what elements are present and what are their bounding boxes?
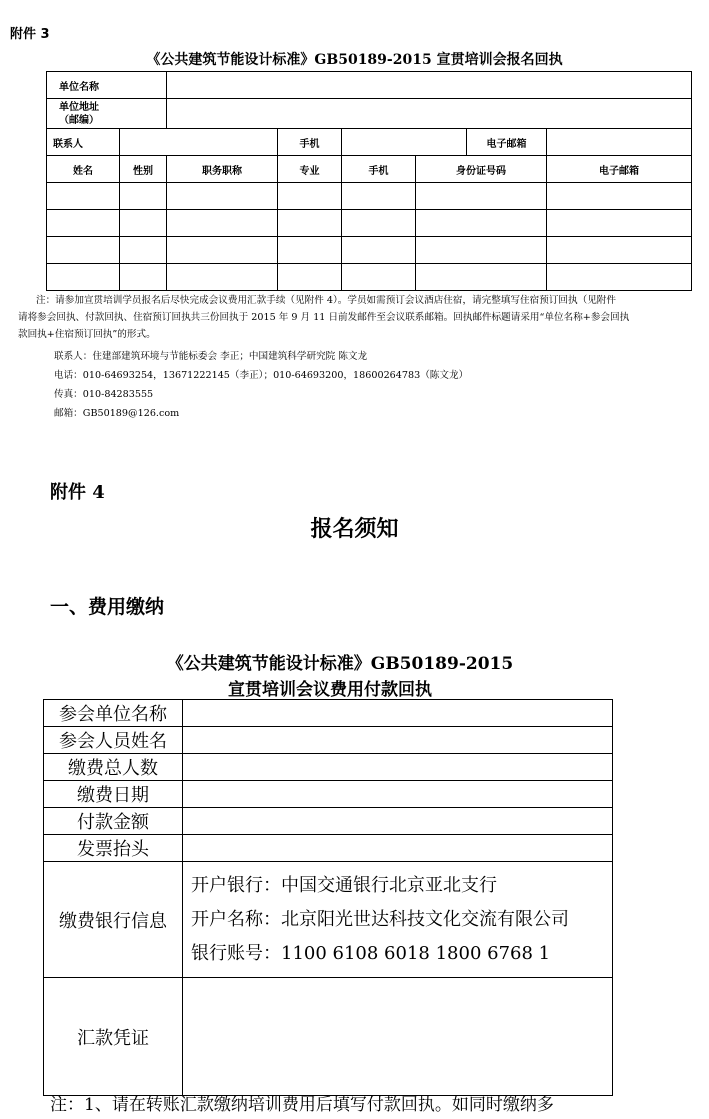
column-header-major: 专业 xyxy=(278,156,342,183)
cell-name[interactable] xyxy=(47,183,120,210)
invoice-title-label: 发票抬头 xyxy=(44,835,183,862)
unit-address-field[interactable] xyxy=(167,99,692,129)
note-line: 款回执+住宿预订回执”的形式。 xyxy=(18,329,156,340)
cell-id-number[interactable] xyxy=(416,237,547,264)
contact-phone: 电话：010-64693254，13671222145（李正）；010-64693200，18600264783（陈文龙） xyxy=(54,370,469,381)
cell-major[interactable] xyxy=(278,264,342,291)
registration-table xyxy=(46,71,692,291)
column-header-position: 职务职称 xyxy=(167,156,278,183)
payment-table xyxy=(43,699,613,1096)
note-line: 请将参会回执、付款回执、住宿预订回执共三份回执于 2015 年 9 月 11 日前发邮件至会议联系邮箱。回执邮件标题请采用“单位名称+参会回执 xyxy=(18,312,630,323)
mobile-label: 手机 xyxy=(278,129,342,156)
cell-email[interactable] xyxy=(547,210,692,237)
note-line: 注：请参加宣贯培训学员报名后尽快完成会议费用汇款手续（见附件 4）。学员如需预订会议酒店住宿，请完整填写住宿预订回执（见附件 xyxy=(36,295,616,306)
table-row xyxy=(47,237,692,264)
bank-name: 开户银行：中国交通银行北京亚北支行 xyxy=(191,874,497,896)
cell-email[interactable] xyxy=(547,264,692,291)
payment-amount-label: 付款金额 xyxy=(44,808,183,835)
account-name: 开户名称：北京阳光世达科技文化交流有限公司 xyxy=(191,908,569,930)
cell-major[interactable] xyxy=(278,210,342,237)
email-label: 电子邮箱 xyxy=(467,129,547,156)
table-row xyxy=(47,264,692,291)
payment-form-title-line1: 《公共建筑节能设计标准》GB50189-2015 xyxy=(166,654,514,674)
contact-info xyxy=(54,347,468,423)
invoice-title-field[interactable] xyxy=(183,835,613,862)
attachment-3-label: 附件 3 xyxy=(10,27,50,42)
cell-mobile[interactable] xyxy=(342,210,416,237)
section-title-fee-payment: 一、费用缴纳 xyxy=(50,596,165,618)
bank-info-label: 缴费银行信息 xyxy=(44,862,183,978)
table-row xyxy=(47,183,692,210)
cell-email[interactable] xyxy=(547,183,692,210)
cell-major[interactable] xyxy=(278,183,342,210)
cell-email[interactable] xyxy=(547,237,692,264)
cell-gender[interactable] xyxy=(120,210,167,237)
registration-form-title: 《公共建筑节能设计标准》GB50189-2015 宣贯培训会报名回执 xyxy=(146,52,563,68)
cell-name[interactable] xyxy=(47,264,120,291)
payment-date-field[interactable] xyxy=(183,781,613,808)
unit-name-label: 单位名称 xyxy=(47,72,167,99)
payment-form-title-line2: 宣贯培训会议费用付款回执 xyxy=(228,680,432,700)
contact-field[interactable] xyxy=(120,129,278,156)
contact-email: 邮箱：GB50189@126.com xyxy=(54,408,180,419)
remittance-proof-field[interactable] xyxy=(183,978,613,1096)
attachment-4-label: 附件 4 xyxy=(50,482,105,503)
remittance-proof-label: 汇款凭证 xyxy=(44,978,183,1096)
cell-gender[interactable] xyxy=(120,264,167,291)
payment-note: 注：1、请在转账汇款缴纳培训费用后填写付款回执。如同时缴纳多 xyxy=(50,1095,554,1115)
cell-name[interactable] xyxy=(47,210,120,237)
column-header-gender: 性别 xyxy=(120,156,167,183)
cell-position[interactable] xyxy=(167,237,278,264)
cell-id-number[interactable] xyxy=(416,264,547,291)
participant-unit-field[interactable] xyxy=(183,700,613,727)
cell-position[interactable] xyxy=(167,264,278,291)
total-participants-label: 缴费总人数 xyxy=(44,754,183,781)
cell-mobile[interactable] xyxy=(342,237,416,264)
unit-name-field[interactable] xyxy=(167,72,692,99)
participant-names-field[interactable] xyxy=(183,727,613,754)
account-number: 银行账号：1100 6108 6018 1800 6768 1 xyxy=(191,942,551,964)
cell-mobile[interactable] xyxy=(342,264,416,291)
unit-address-label-line1: 单位地址 xyxy=(59,101,99,113)
notice-title: 报名须知 xyxy=(310,516,399,542)
mobile-field[interactable] xyxy=(342,129,467,156)
registration-notes xyxy=(18,292,709,343)
column-header-mobile: 手机 xyxy=(342,156,416,183)
total-participants-field[interactable] xyxy=(183,754,613,781)
cell-position[interactable] xyxy=(167,183,278,210)
cell-gender[interactable] xyxy=(120,237,167,264)
unit-address-label xyxy=(47,99,167,129)
table-row xyxy=(47,210,692,237)
contact-persons: 联系人：住建部建筑环境与节能标委会 李正；中国建筑科学研究院 陈文龙 xyxy=(54,351,368,362)
cell-gender[interactable] xyxy=(120,183,167,210)
cell-major[interactable] xyxy=(278,237,342,264)
cell-position[interactable] xyxy=(167,210,278,237)
participant-unit-label: 参会单位名称 xyxy=(44,700,183,727)
contact-label: 联系人 xyxy=(47,129,120,156)
cell-id-number[interactable] xyxy=(416,183,547,210)
cell-id-number[interactable] xyxy=(416,210,547,237)
email-field[interactable] xyxy=(547,129,692,156)
column-header-email: 电子邮箱 xyxy=(547,156,692,183)
column-header-id-number: 身份证号码 xyxy=(416,156,547,183)
cell-mobile[interactable] xyxy=(342,183,416,210)
cell-name[interactable] xyxy=(47,237,120,264)
payment-amount-field[interactable] xyxy=(183,808,613,835)
participant-names-label: 参会人员姓名 xyxy=(44,727,183,754)
contact-fax: 传真：010-84283555 xyxy=(54,389,154,400)
column-header-name: 姓名 xyxy=(47,156,120,183)
payment-date-label: 缴费日期 xyxy=(44,781,183,808)
unit-address-label-line2: （邮编） xyxy=(59,114,99,126)
bank-info xyxy=(183,862,613,978)
